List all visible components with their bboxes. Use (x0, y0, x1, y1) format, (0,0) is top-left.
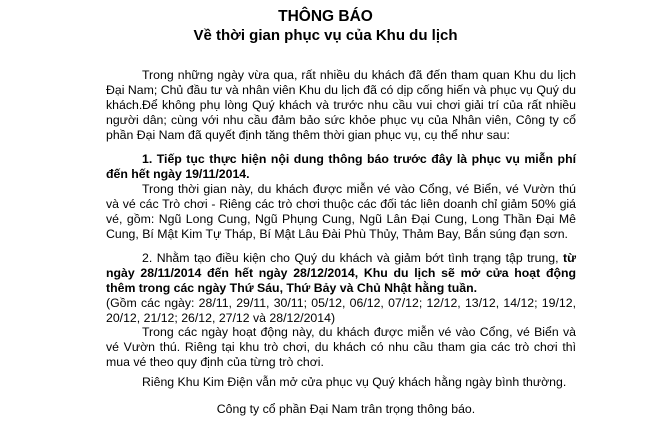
intro-paragraph-1: Trong những ngày vừa qua, rất nhiều du khách đã đến tham quan Khu du lịch Đại Nam; Chủ đầu tư và nhân viên Khu du lịch đã có dịp cống hiến và phục vụ Quý du khách. (106, 68, 576, 112)
item-2-bold-dates: từ ngày 28/11/2014 đến hết ngày 28/12/2014, Khu du lịch sẽ mở cửa hoạt động thêm trong các ngày Thứ Sáu, Thứ Bảy và Chủ Nhật hằng tuần. (106, 251, 576, 295)
notice-title: THÔNG BÁO (278, 8, 373, 25)
item-1-body: Trong thời gian này, du khách được miễn vé vào Cổng, vé Biển, vé Vườn thú và vé các Trò chơi - Riêng các trò chơi thuộc các đối tác liên doanh chỉ giảm 50% giá vé, gồm: Ngũ Long Cung, Ngũ Phụng Cung, Ngũ Lân Đại Cung, Long Thần Đại Mê Cung, Bí Mật Kim Tự Tháp, Bí Mật Lâu Đài Phù Thủy, Thảm Bay, Bắn súng đạn sơn. (106, 182, 576, 241)
item-1-heading: 1. Tiếp tục thực hiện nội dung thông báo trước đây là phục vụ miễn phí đến hết ngày 19/11/2014. (106, 152, 576, 181)
item-2-lead: 2. Nhằm tạo điều kiện cho Quý du khách và giảm bớt tình trạng tập trung, (142, 251, 563, 265)
item-2-body: Trong các ngày hoạt động này, du khách được miễn vé vào Cổng, vé Biển và vé Vườn thú. Riêng tại khu trò chơi, du khách có nhu cầu tham gia các trò chơi thì mua vé theo quy định của từng trò chơi. (106, 325, 576, 369)
notice-subtitle: Về thời gian phục vụ của Khu du lịch (193, 27, 458, 44)
closing-line-2: Công ty cổ phần Đại Nam trân trọng thông báo. (216, 402, 476, 416)
item-2-paragraph (106, 251, 576, 296)
intro-paragraph-2: Để không phụ lòng Quý khách và trước nhu cầu vui chơi giải trí của rất nhiều người dân; cùng với nhu cầu đảm bảo sức khỏe phục vụ của Nhân viên, Công ty cổ phần Đại Nam đã quyết định tăng thêm thời gian phục vụ, cụ thể như sau: (106, 98, 576, 142)
closing-line-1: Riêng Khu Kim Điện vẫn mở cửa phục vụ Quý khách hằng ngày bình thường. (142, 375, 567, 389)
item-2-date-list: (Gồm các ngày: 28/11, 29/11, 30/11; 05/12, 06/12, 07/12; 12/12, 13/12, 14/12; 19/12, 20/12, 21/12; 26/12, 27/12 và 28/12/2014) (106, 296, 576, 325)
